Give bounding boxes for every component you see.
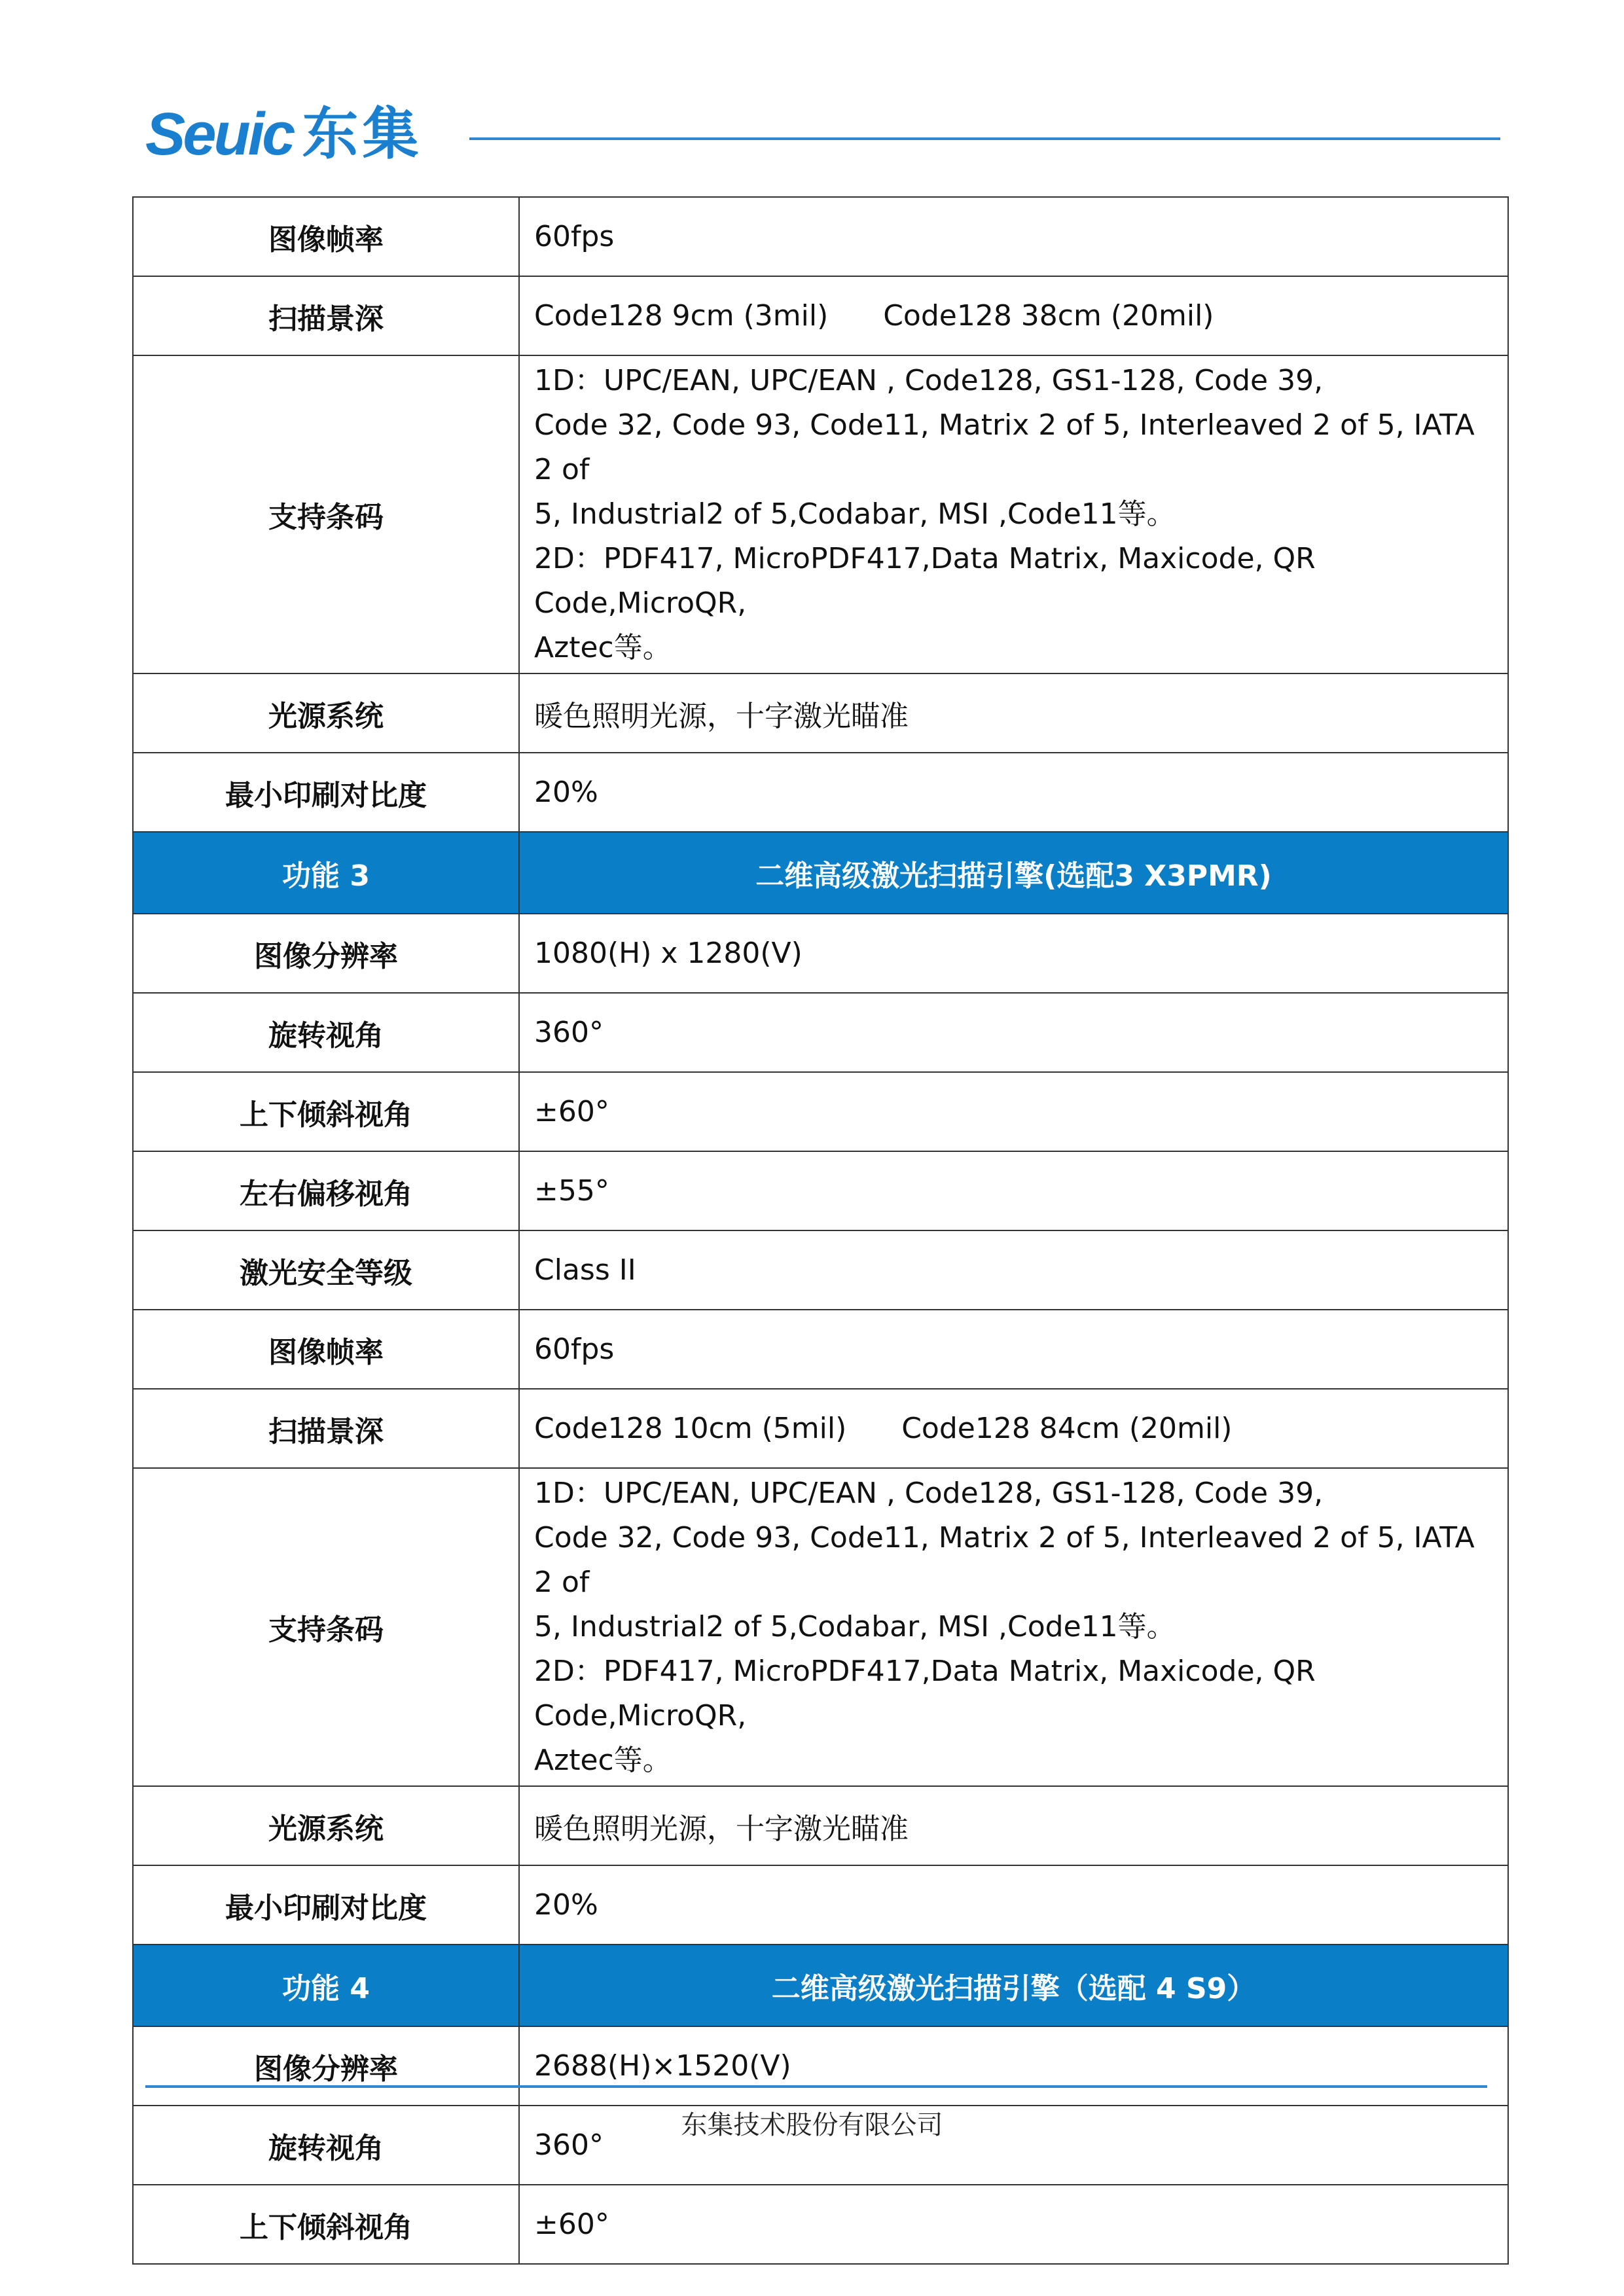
spec-row [133, 673, 1508, 753]
spec-value: 360° [519, 993, 1508, 1072]
spec-label: 最小印刷对比度 [133, 1865, 519, 1945]
spec-value: Class II [519, 1230, 1508, 1310]
spec-label: 左右偏移视角 [133, 1151, 519, 1230]
section-label: 功能 4 [133, 1945, 519, 2026]
spec-value [519, 1468, 1508, 1786]
spec-row [133, 1310, 1508, 1389]
spec-value: ±55° [519, 1151, 1508, 1230]
section-title: 二维高级激光扫描引擎(选配3 X3PMR) [519, 832, 1508, 914]
spec-row [133, 914, 1508, 993]
section-title: 二维高级激光扫描引擎（选配 4 S9） [519, 1945, 1508, 2026]
spec-value: Code128 10cm (5mil) Code128 84cm (20mil) [519, 1389, 1508, 1468]
spec-value: 2688(H)×1520(V) [519, 2026, 1508, 2106]
spec-row [133, 1072, 1508, 1151]
spec-value-line: Code 32, Code 93, Code11, Matrix 2 of 5, Interleaved 2 of 5, IATA 2 of [534, 1521, 1475, 1599]
spec-value-line: 2D：PDF417, MicroPDF417,Data Matrix, Maxicode, QR Code,MicroQR, [534, 542, 1316, 620]
spec-value: ±60° [519, 2185, 1508, 2264]
spec-label: 扫描景深 [133, 1389, 519, 1468]
spec-label: 旋转视角 [133, 2106, 519, 2185]
spec-value-line: Aztec等。 [534, 1744, 672, 1777]
spec-value: 360° [519, 2106, 1508, 2185]
spec-value: 20% [519, 1865, 1508, 1945]
spec-value-line: Code 32, Code 93, Code11, Matrix 2 of 5, Interleaved 2 of 5, IATA 2 of [534, 408, 1475, 486]
spec-value-line: 5, Industrial2 of 5,Codabar, MSI ,Code11等。 [534, 497, 1176, 531]
spec-value: 60fps [519, 197, 1508, 276]
footer-divider [145, 2085, 1487, 2088]
section-label: 功能 3 [133, 832, 519, 914]
footer-company: 东集技术股份有限公司 [681, 2110, 943, 2140]
spec-value [519, 355, 1508, 673]
spec-value: Code128 9cm (3mil) Code128 38cm (20mil) [519, 276, 1508, 355]
spec-row [133, 355, 1508, 673]
spec-row [133, 993, 1508, 1072]
spec-value-line: 5, Industrial2 of 5,Codabar, MSI ,Code11等。 [534, 1610, 1176, 1643]
spec-table [132, 196, 1509, 2265]
spec-label: 光源系统 [133, 673, 519, 753]
spec-label: 扫描景深 [133, 276, 519, 355]
spec-label: 图像分辨率 [133, 2026, 519, 2106]
spec-value-line: Aztec等。 [534, 631, 672, 664]
spec-row [133, 2185, 1508, 2264]
spec-row [133, 753, 1508, 832]
spec-label: 激光安全等级 [133, 1230, 519, 1310]
spec-row [133, 1865, 1508, 1945]
spec-label: 光源系统 [133, 1786, 519, 1865]
spec-label: 最小印刷对比度 [133, 753, 519, 832]
logo-text-cn: 东集 [302, 101, 423, 167]
spec-label: 支持条码 [133, 1468, 519, 1786]
spec-label: 支持条码 [133, 355, 519, 673]
spec-row [133, 1230, 1508, 1310]
spec-table-body [133, 197, 1508, 2264]
spec-value-line: 2D：PDF417, MicroPDF417,Data Matrix, Maxicode, QR Code,MicroQR, [534, 1655, 1316, 1732]
page-header [145, 98, 1494, 170]
spec-value-line: 1D：UPC/EAN, UPC/EAN , Code128, GS1-128, Code 39, [534, 1477, 1324, 1510]
spec-value: 60fps [519, 1310, 1508, 1389]
spec-value-line: 1D：UPC/EAN, UPC/EAN , Code128, GS1-128, Code 39, [534, 364, 1324, 397]
spec-value: ±60° [519, 1072, 1508, 1151]
seuic-logo [145, 98, 422, 170]
spec-label: 图像帧率 [133, 1310, 519, 1389]
spec-row [133, 1151, 1508, 1230]
spec-row [133, 197, 1508, 276]
spec-row [133, 1468, 1508, 1786]
section-header-row [133, 832, 1508, 914]
spec-label: 图像帧率 [133, 197, 519, 276]
spec-value: 暖色照明光源，十字激光瞄准 [519, 1786, 1508, 1865]
section-header-row [133, 1945, 1508, 2026]
spec-row [133, 1786, 1508, 1865]
spec-value: 1080(H) x 1280(V) [519, 914, 1508, 993]
spec-label: 上下倾斜视角 [133, 2185, 519, 2264]
header-divider [469, 137, 1500, 140]
spec-label: 图像分辨率 [133, 914, 519, 993]
spec-row [133, 276, 1508, 355]
spec-value: 暖色照明光源，十字激光瞄准 [519, 673, 1508, 753]
spec-row [133, 2026, 1508, 2106]
spec-label: 旋转视角 [133, 993, 519, 1072]
logo-text-en: Seuic [145, 101, 293, 168]
spec-label: 上下倾斜视角 [133, 1072, 519, 1151]
spec-row [133, 1389, 1508, 1468]
spec-value: 20% [519, 753, 1508, 832]
